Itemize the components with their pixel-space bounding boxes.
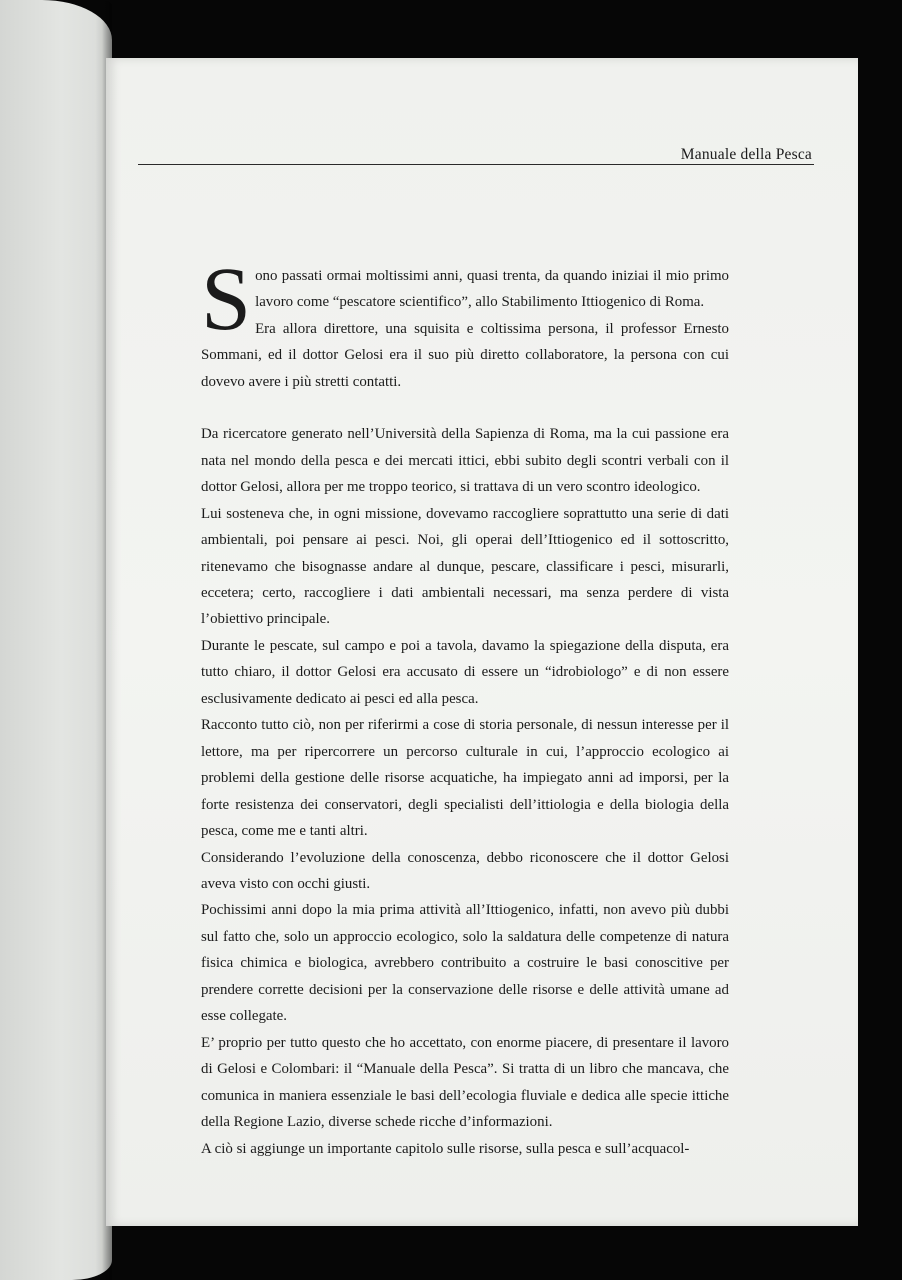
paragraph-4: Lui sosteneva che, in ogni missione, dovevamo raccogliere soprattutto una serie di dati ambientali, poi pensare ai pesci. Noi, gli operai dell’Ittiogenico ed il sottoscritto, ritenevamo che bisognasse andare al dunque, pescare, classificare i pesci, misurarli, eccetera; certo, raccogliere i dati ambientali necessari, ma senza perdere di vista l’obiettivo principale. [201, 505, 729, 628]
header-rule [138, 164, 814, 165]
paragraph-8: Pochissimi anni dopo la mia prima attività all’Ittiogenico, infatti, non avevo più dubbi sul fatto che, solo un approccio ecologico, solo la saldatura delle competenze di natura fisica chimica e biologica, avrebbero contribuito a costruire le basi conoscitive per prendere corrette decisioni per la conservazione delle risorse e delle attività umane ad esse collegate. [201, 902, 729, 1025]
paragraph-9: E’ proprio per tutto questo che ho accettato, con enorme piacere, di presentare il lavoro di Gelosi e Colombari: il “Manuale della Pesca”. Si tratta di un libro che mancava, che comunica in maniera essenziale le basi dell’ecologia fluviale e dedica alle specie ittiche della Regione Lazio, diverse schede ricche d’informazioni. [201, 1034, 729, 1131]
paragraph-6: Racconto tutto ciò, non per riferirmi a cose di storia personale, di nessun interesse per il lettore, ma per ripercorrere un percorso culturale in cui, l’approccio ecologico ai problemi della gestione delle risorse acquatiche, ha impiegato anni ad imporsi, per la forte resistenza dei conservatori, degli specialisti dell’ittiologia e della biologia della pesca, come me e tanti altri. [201, 717, 729, 840]
drop-cap: S [201, 250, 252, 349]
paragraph-10: A ciò si aggiunge un importante capitolo sulle risorse, sulla pesca e sull’acquacol- [201, 1140, 690, 1157]
paragraph-7: Considerando l’evoluzione della conoscenza, debbo riconoscere che il dottor Gelosi aveva visto con occhi giusti. [201, 849, 729, 892]
body-text [201, 250, 729, 1162]
paragraph-1-text: ono passati ormai moltissimi anni, quasi trenta, da quando iniziai il mio primo lavoro come “pescatore scientifico”, allo Stabilimento Ittiogenico di Roma. [255, 268, 729, 311]
book-page [106, 58, 858, 1226]
paragraph-1 [201, 250, 729, 349]
running-title: Manuale della Pesca [680, 146, 812, 163]
paragraph-5: Durante le pescate, sul campo e poi a tavola, davamo la spiegazione della disputa, era tutto chiaro, il dottor Gelosi era accusato di essere un “idrobiologo” e di non essere esclusivamente dedicato ai pesci ed alla pesca. [201, 637, 729, 707]
paragraph-3: Da ricercatore generato nell’Università della Sapienza di Roma, ma la cui passione era nata nel mondo della pesca e dei mercati ittici, ebbi subito degli scontri verbali con il dottor Gelosi, allora per me troppo teorico, si trattava di un vero scontro ideologico. [201, 426, 729, 496]
paragraph-2: Era allora direttore, una squisita e coltissima persona, il professor Ernesto Sommani, ed il dottor Gelosi era il suo più diretto collaboratore, la persona con cui dovevo avere i più stretti contatti. [201, 320, 729, 390]
left-facing-page [0, 0, 112, 1280]
